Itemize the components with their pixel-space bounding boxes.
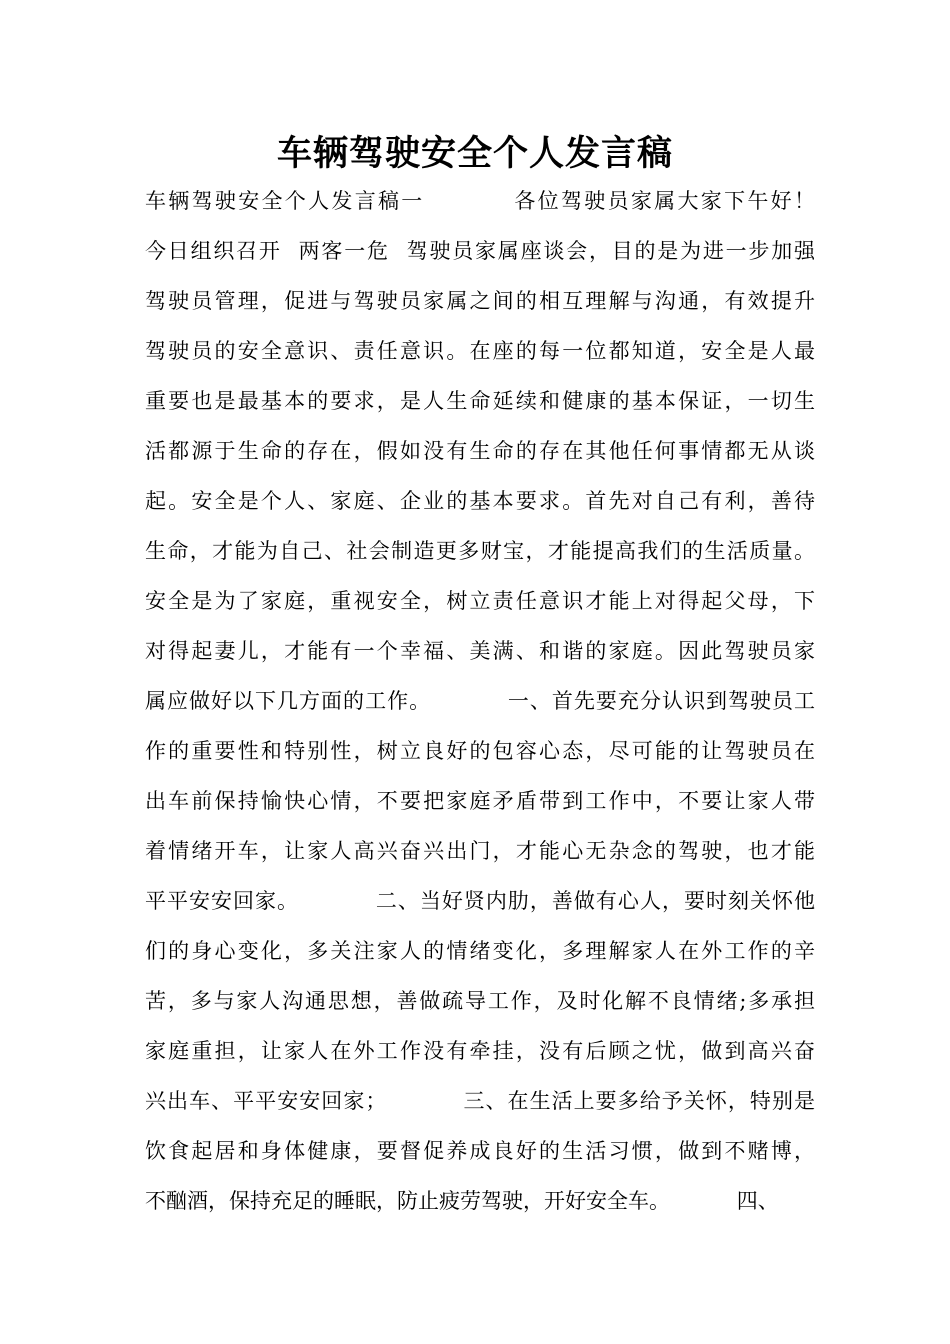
body-line: 驾驶员管理，促进与驾驶员家属之间的相互理解与沟通，有效提升 [145, 289, 815, 313]
body-line: 兴出车、平平安安回家； 三、在生活上要多给予关怀，特别是 [145, 1089, 815, 1113]
body-line: 对得起妻儿，才能有一个幸福、美满、和谐的家庭。因此驾驶员家 [145, 639, 815, 663]
body-line: 今日组织召开 两客一危 驾驶员家属座谈会，目的是为进一步加强 [145, 239, 815, 263]
body-line: 苦，多与家人沟通思想，善做疏导工作，及时化解不良情绪;多承担 [145, 989, 815, 1013]
body-line: 活都源于生命的存在，假如没有生命的存在其他任何事情都无从谈 [145, 439, 815, 463]
body-line: 着情绪开车，让家人高兴奋兴出门，才能心无杂念的驾驶，也才能 [145, 839, 815, 863]
body-line: 平平安安回家。 二、当好贤内肋，善做有心人，要时刻关怀他 [145, 889, 815, 913]
body-line: 家庭重担，让家人在外工作没有牵挂，没有后顾之忧，做到高兴奋 [145, 1039, 815, 1063]
body-line: 安全是为了家庭，重视安全，树立责任意识才能上对得起父母，下 [145, 589, 815, 613]
body-line: 起。安全是个人、家庭、企业的基本要求。首先对自己有利，善待 [145, 489, 815, 513]
body-line: 饮食起居和身体健康，要督促养成良好的生活习惯，做到不赌博， [145, 1139, 815, 1163]
document-title: 车辆驾驶安全个人发言稿 [276, 134, 673, 174]
body-line: 不酗酒，保持充足的睡眠，防止疲劳驾驶，开好安全车。 四、 [145, 1189, 779, 1213]
body-line: 生命，才能为自己、社会制造更多财宝，才能提高我们的生活质量。 [145, 539, 815, 563]
body-line: 车辆驾驶安全个人发言稿一 各位驾驶员家属大家下午好！ [145, 189, 815, 213]
body-line: 驾驶员的安全意识、责任意识。在座的每一位都知道，安全是人最 [145, 339, 815, 363]
body-line: 出车前保持愉快心情，不要把家庭矛盾带到工作中，不要让家人带 [145, 789, 815, 813]
document-body [145, 176, 815, 1226]
body-line: 重要也是最基本的要求，是人生命延续和健康的基本保证，一切生 [145, 389, 815, 413]
body-line: 属应做好以下几方面的工作。 一、首先要充分认识到驾驶员工 [145, 689, 815, 713]
body-line: 作的重要性和特别性，树立良好的包容心态，尽可能的让驾驶员在 [145, 739, 815, 763]
body-line: 们的身心变化，多关注家人的情绪变化，多理解家人在外工作的辛 [145, 939, 815, 963]
